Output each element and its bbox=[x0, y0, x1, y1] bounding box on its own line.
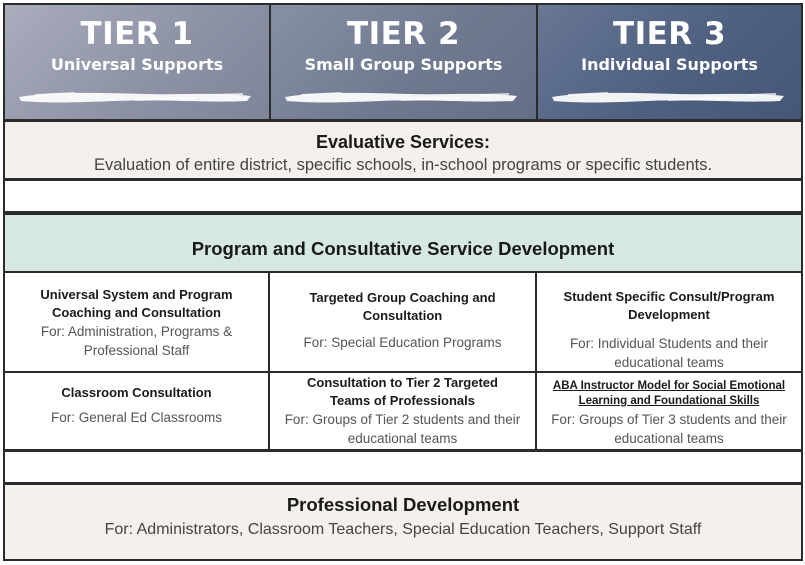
service-cell-tier2-teams bbox=[270, 373, 537, 449]
service-title: Consultation to Tier 2 Targeted Teams of Professionals bbox=[307, 375, 498, 408]
service-cell-targeted-group bbox=[270, 273, 537, 373]
spacer-row bbox=[3, 450, 803, 484]
tier-2-subtitle: Small Group Supports bbox=[304, 55, 503, 74]
service-cell-classroom bbox=[5, 373, 270, 449]
service-title: Targeted Group Coaching and Consultation bbox=[309, 290, 496, 323]
tier-1-subtitle: Universal Supports bbox=[50, 55, 224, 74]
tier-2-title: TIER 2 bbox=[346, 16, 461, 52]
service-audience: For: Administration, Programs & Professional Staff bbox=[40, 324, 233, 358]
evaluative-services-heading: Evaluative Services: bbox=[315, 132, 491, 152]
spacer-row bbox=[3, 179, 803, 213]
evaluative-services-description: Evaluation of entire district, specific schools, in-school programs or specific students. bbox=[93, 156, 713, 174]
service-title: Universal System and Program Coaching and Consultation bbox=[40, 287, 233, 320]
service-audience: For: General Ed Classrooms bbox=[50, 410, 223, 425]
aba-instructor-link[interactable]: ABA Instructor Model for Social Emotional Learning and Foundational Skills bbox=[552, 380, 786, 407]
professional-development-section bbox=[3, 483, 803, 561]
tier-1-title: TIER 1 bbox=[80, 16, 194, 52]
brush-stroke-icon bbox=[281, 89, 521, 105]
professional-development-heading: Professional Development bbox=[286, 494, 520, 515]
tier-3-header bbox=[536, 3, 803, 121]
brush-stroke-icon bbox=[548, 89, 788, 105]
service-title: Student Specific Consult/Program Development bbox=[563, 289, 775, 322]
tier-1-header bbox=[3, 3, 271, 121]
service-cell-universal-coaching bbox=[5, 273, 270, 373]
service-cell-student-specific bbox=[537, 273, 801, 373]
program-development-heading: Program and Consultative Service Development bbox=[191, 238, 615, 259]
service-audience: For: Special Education Programs bbox=[303, 335, 502, 350]
tier-3-title: TIER 3 bbox=[612, 16, 727, 52]
tier-2-header bbox=[269, 3, 538, 121]
service-audience: For: Groups of Tier 2 students and their educational teams bbox=[284, 412, 521, 446]
service-cell-aba-instructor bbox=[537, 373, 801, 449]
professional-development-description: For: Administrators, Classroom Teachers, Special Education Teachers, Support Staff bbox=[104, 521, 702, 538]
program-development-header bbox=[5, 215, 801, 273]
service-audience: For: Individual Students and their educational teams bbox=[569, 336, 769, 370]
brush-stroke-icon bbox=[15, 89, 255, 105]
service-title: Classroom Consultation bbox=[61, 385, 212, 400]
evaluative-services-section bbox=[3, 120, 803, 180]
tier-3-subtitle: Individual Supports bbox=[581, 55, 758, 74]
program-development-section bbox=[3, 213, 803, 451]
service-audience: For: Groups of Tier 3 students and their educational teams bbox=[551, 412, 787, 446]
